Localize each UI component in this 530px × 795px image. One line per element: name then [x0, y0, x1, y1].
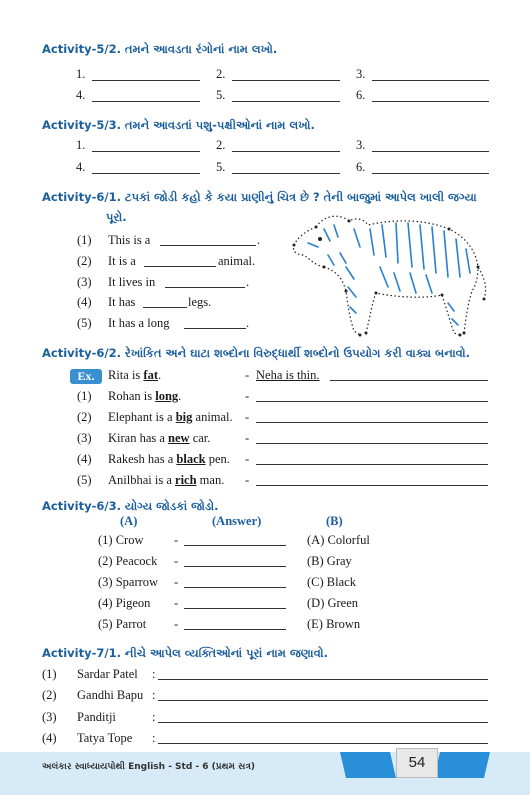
activity-6-1-heading: Activity-6/1. ટપકાં જોડી કહો કે કયા પ્રાણીનું ચિત્ર છે ? તેની બાજુમાં આપેલ ખાલી જગ્યા	[42, 190, 477, 204]
match-left-item: (3) Sparrow	[98, 575, 159, 589]
dash: -	[174, 554, 179, 568]
item-text: It has a long	[108, 316, 170, 330]
answer-line[interactable]	[184, 629, 286, 630]
answer-line[interactable]	[92, 151, 200, 152]
match-right-item: (E) Brown	[307, 617, 361, 631]
sentence-text	[108, 410, 233, 425]
sentence-post: car.	[192, 431, 211, 445]
sentence-text	[108, 368, 161, 383]
dash: -	[245, 452, 250, 466]
dash: -	[245, 431, 250, 445]
column-a-header: (A)	[120, 514, 138, 528]
answer-line	[330, 380, 488, 381]
item-number: (3)	[77, 275, 92, 289]
tiger-dot-drawing	[284, 207, 490, 342]
sentence-keyword: fat	[143, 368, 158, 382]
dash: -	[174, 617, 179, 631]
item-number: (1)	[77, 233, 92, 247]
match-left-item: (4) Pigeon	[98, 596, 151, 610]
sentence-pre: Rakesh has a	[108, 452, 174, 466]
answer-line[interactable]	[372, 101, 489, 102]
sentence-text	[108, 452, 230, 467]
activity-7-1-heading: Activity-7/1. નીચે આપેલ વ્યક્તિઓનાં પૂરાં નામ જણાવો.	[42, 646, 328, 660]
answer-line[interactable]	[232, 80, 340, 81]
column-b-header: (B)	[326, 514, 343, 528]
answer-line[interactable]	[158, 743, 488, 744]
item-number: (2)	[77, 254, 92, 268]
dash: -	[174, 533, 179, 547]
answer-line[interactable]	[256, 485, 488, 486]
dash: -	[245, 473, 250, 487]
answer-line[interactable]	[92, 173, 200, 174]
item-number: 4.	[76, 160, 86, 174]
activity-5-2-heading: Activity-5/2. તમને આવડતા રંગોનાં નામ લખો.	[42, 42, 278, 56]
answer-line[interactable]	[184, 608, 286, 609]
answer-line[interactable]	[256, 401, 488, 402]
person-name: Tatya Tope	[77, 731, 133, 745]
answer-line[interactable]	[160, 245, 256, 246]
answer-line[interactable]	[256, 464, 488, 465]
item-text-end: .	[257, 233, 261, 247]
answer-line[interactable]	[232, 151, 340, 152]
sentence-keyword: black	[176, 452, 206, 466]
answer-line[interactable]	[144, 266, 216, 267]
match-right-item: (A) Colorful	[307, 533, 370, 547]
item-number: 1.	[76, 138, 86, 152]
person-name: Sardar Patel	[77, 667, 138, 681]
item-number: (4)	[42, 731, 57, 745]
activity-6-3-heading: Activity-6/3. યોગ્ય જોડકાં જોડો.	[42, 499, 219, 513]
match-left-item: (2) Peacock	[98, 554, 158, 568]
answer-line[interactable]	[184, 566, 286, 567]
match-left-item: (5) Parrot	[98, 617, 147, 631]
answer-line[interactable]	[372, 173, 489, 174]
item-number: 4.	[76, 88, 86, 102]
answer-line[interactable]	[372, 80, 489, 81]
item-number: 5.	[216, 88, 226, 102]
item-number: 6.	[356, 160, 366, 174]
item-number: 3.	[356, 138, 366, 152]
sentence-post: .	[178, 389, 182, 403]
item-number: (3)	[42, 710, 57, 724]
item-text-end: animal.	[218, 254, 256, 268]
answer-line[interactable]	[184, 587, 286, 588]
sentence-text	[108, 473, 224, 488]
answer-line[interactable]	[158, 700, 488, 701]
answer-line[interactable]	[184, 545, 286, 546]
example-badge: Ex.	[70, 369, 102, 384]
dash: -	[245, 368, 250, 382]
colon: :	[152, 710, 156, 724]
answer-line[interactable]	[184, 328, 246, 329]
item-number: (4)	[77, 452, 92, 466]
item-text: It lives in	[108, 275, 156, 289]
item-number: 2.	[216, 138, 226, 152]
item-number: (1)	[77, 389, 92, 403]
activity-6-1-heading-cont: પૂરો.	[106, 210, 127, 224]
dash: -	[245, 410, 250, 424]
dash: -	[174, 575, 179, 589]
item-text: It has	[108, 295, 136, 309]
colon: :	[152, 667, 156, 681]
sentence-keyword: long	[155, 389, 179, 403]
answer-line[interactable]	[256, 422, 488, 423]
activity-6-2-heading: Activity-6/2. રેખાંકિત અને ઘાટા શબ્દોના વિરુદ્ધાર્થી શબ્દોનો ઉપયોગ કરી વાક્ય બનાવો.	[42, 346, 471, 360]
answer-line[interactable]	[232, 101, 340, 102]
page-number: 54	[396, 748, 438, 778]
match-left-item: (1) Crow	[98, 533, 144, 547]
item-text: It is a	[108, 254, 136, 268]
item-number: (4)	[77, 295, 92, 309]
dash: -	[174, 596, 179, 610]
column-answer-header: (Answer)	[212, 514, 262, 528]
item-number: (3)	[77, 431, 92, 445]
answer-line[interactable]	[256, 443, 488, 444]
sentence-pre: Anilbhai is a	[108, 473, 172, 487]
answer-line[interactable]	[372, 151, 489, 152]
sentence-keyword: rich	[175, 473, 197, 487]
answer-line[interactable]	[92, 80, 200, 81]
sentence-text	[108, 431, 210, 446]
item-number: 1.	[76, 67, 86, 81]
sentence-pre: Rita is	[108, 368, 141, 382]
answer-line[interactable]	[165, 287, 245, 288]
match-right-item: (C) Black	[307, 575, 356, 589]
sentence-post: .	[158, 368, 162, 382]
item-number: 3.	[356, 67, 366, 81]
match-right-item: (B) Gray	[307, 554, 352, 568]
item-number: 5.	[216, 160, 226, 174]
item-number: (2)	[77, 410, 92, 424]
sentence-keyword: new	[168, 431, 190, 445]
colon: :	[152, 688, 156, 702]
sentence-pre: Elephant is a	[108, 410, 173, 424]
person-name: Gandhi Bapu	[77, 688, 144, 702]
item-number: 6.	[356, 88, 366, 102]
sentence-post: pen.	[208, 452, 230, 466]
item-number: (5)	[77, 316, 92, 330]
activity-5-3-heading: Activity-5/3. તમને આવડતાં પશુ-પક્ષીઓનાં નામ લખો.	[42, 118, 315, 132]
footer-book-title: અલંકાર સ્વાધ્યાયપોથી English - Std - 6 (પ્રથમ સત્ર)	[42, 762, 255, 772]
answer-line[interactable]	[232, 173, 340, 174]
item-number: 2.	[216, 67, 226, 81]
sentence-text	[108, 389, 181, 404]
sentence-pre: Kiran has a	[108, 431, 165, 445]
item-number: (2)	[42, 688, 57, 702]
match-right-item: (D) Green	[307, 596, 359, 610]
colon: :	[152, 731, 156, 745]
example-answer: Neha is thin.	[256, 368, 320, 382]
item-text-end: legs.	[188, 295, 212, 309]
item-number: (5)	[77, 473, 92, 487]
answer-line[interactable]	[158, 722, 488, 723]
person-name: Panditji	[77, 710, 116, 724]
answer-line[interactable]	[143, 307, 187, 308]
sentence-post: animal.	[195, 410, 233, 424]
item-text: This is a	[108, 233, 151, 247]
item-text-end: .	[246, 316, 250, 330]
answer-line[interactable]	[92, 101, 200, 102]
item-text-end: .	[246, 275, 250, 289]
dash: -	[245, 389, 250, 403]
sentence-pre: Rohan is	[108, 389, 153, 403]
answer-line[interactable]	[158, 679, 488, 680]
sentence-post: man.	[199, 473, 225, 487]
sentence-keyword: big	[175, 410, 193, 424]
item-number: (1)	[42, 667, 57, 681]
